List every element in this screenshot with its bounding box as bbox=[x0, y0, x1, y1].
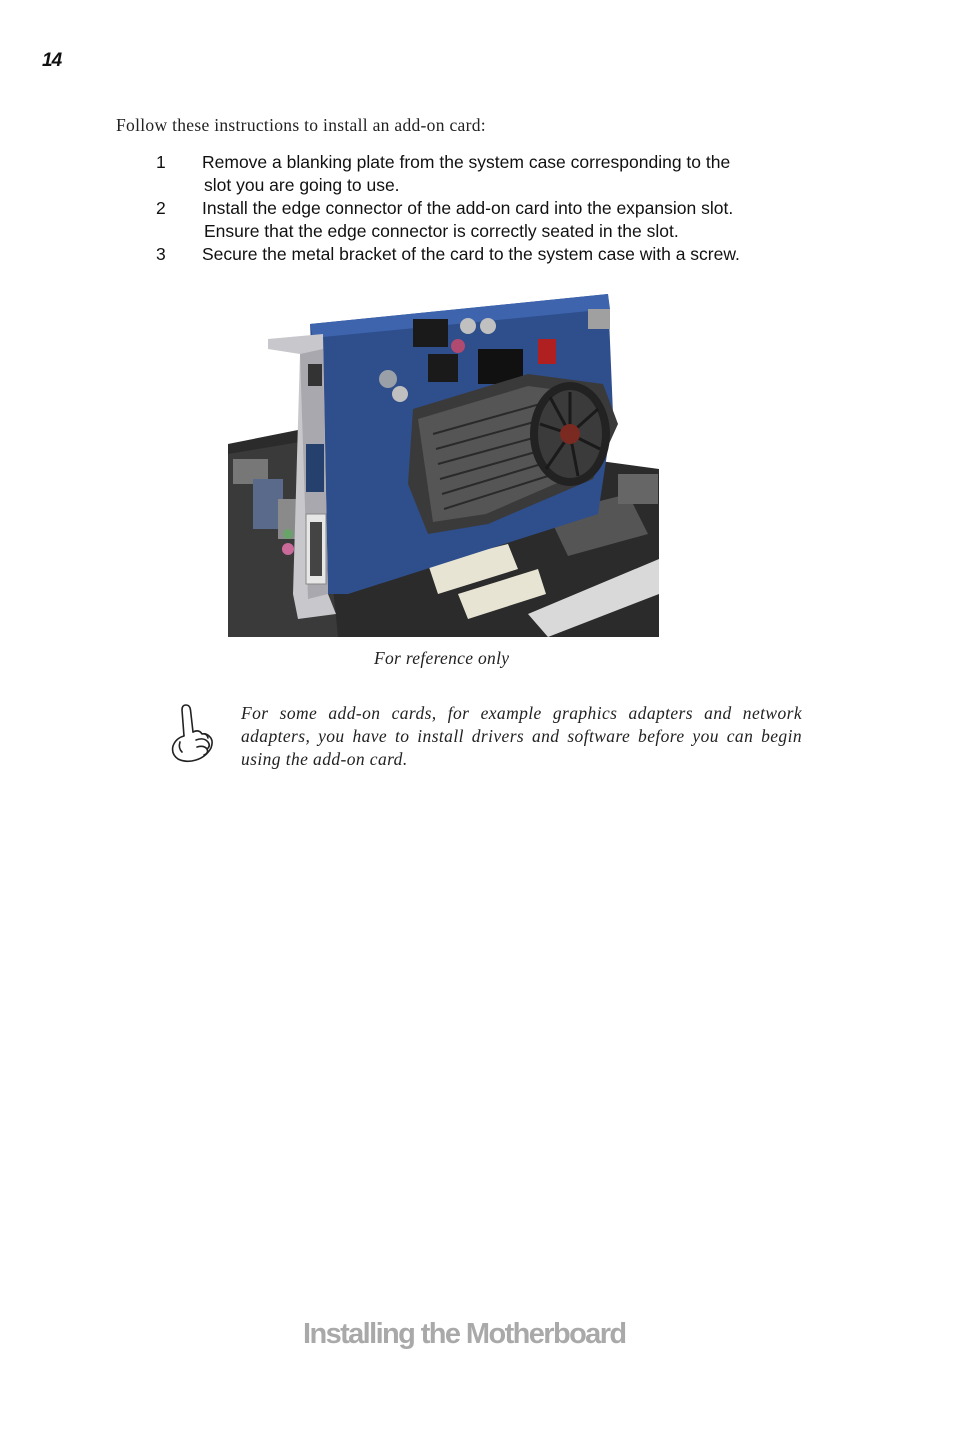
step-line: Remove a blanking plate from the system case corresponding to the bbox=[202, 152, 731, 172]
graphics-card-photo bbox=[228, 294, 659, 637]
page-number: 14 bbox=[42, 50, 62, 71]
step-text bbox=[202, 197, 802, 243]
step-number: 2 bbox=[156, 198, 166, 218]
step-line: Secure the metal bracket of the card to the system case with a screw. bbox=[202, 244, 740, 264]
intro-text: Follow these instructions to install an add-on card: bbox=[116, 115, 486, 135]
step-line: Ensure that the edge connector is correctly seated in the slot. bbox=[204, 221, 679, 241]
pointing-hand-icon bbox=[166, 702, 216, 764]
note-text: For some add-on cards, for example graphics adapters and network adapters, you have to install drivers and software before you can begin using the add-on card. bbox=[241, 703, 802, 769]
step-number: 1 bbox=[156, 152, 166, 172]
step-text bbox=[202, 243, 802, 266]
step-text bbox=[202, 151, 802, 197]
instruction-steps bbox=[156, 151, 802, 266]
step-line: slot you are going to use. bbox=[204, 175, 400, 195]
step-number: 3 bbox=[156, 244, 166, 264]
step-item bbox=[156, 151, 802, 197]
figure-caption: For reference only bbox=[374, 648, 510, 668]
step-item bbox=[156, 197, 802, 243]
step-item bbox=[156, 243, 802, 266]
step-line: Install the edge connector of the add-on card into the expansion slot. bbox=[202, 198, 734, 218]
footer-section-title: Installing the Motherboard bbox=[303, 1318, 626, 1350]
